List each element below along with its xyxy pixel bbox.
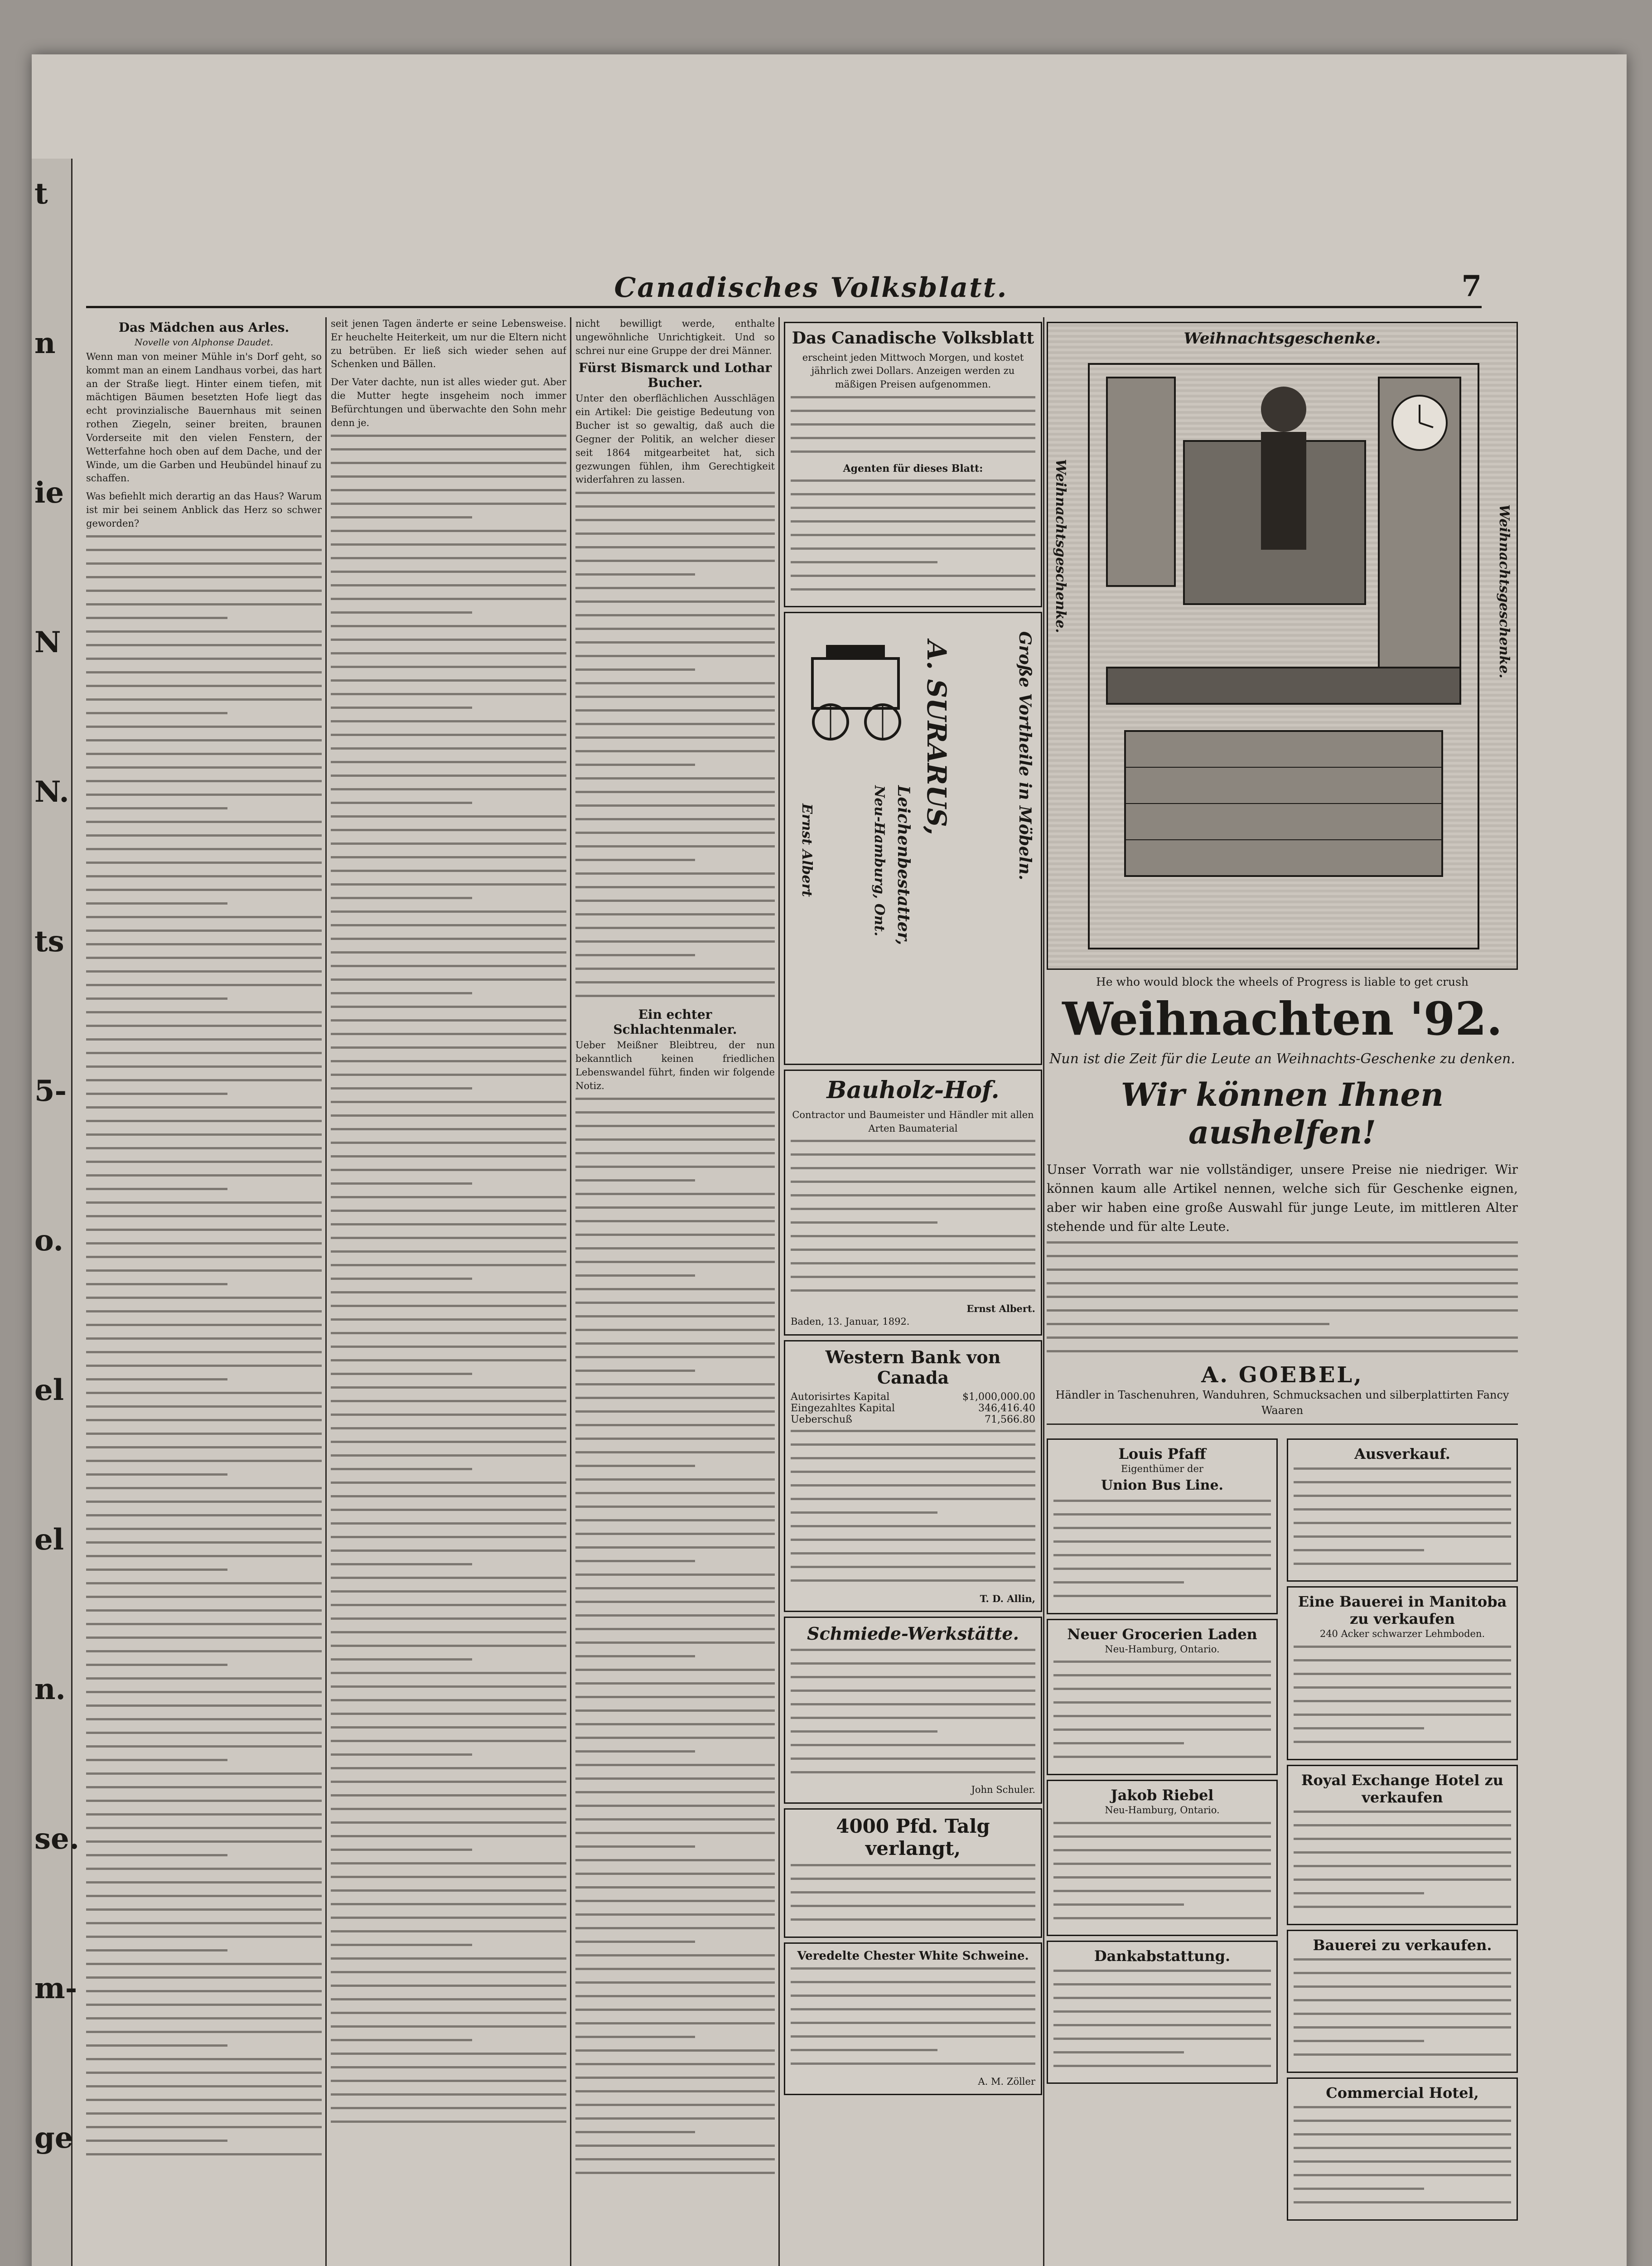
illustration-side-text: Weihnachtsgeschenke. bbox=[1496, 504, 1512, 678]
adjacent-page-fragment: ie bbox=[34, 476, 64, 510]
text-lines bbox=[791, 395, 1035, 454]
adjacent-page-fragment: ge bbox=[34, 2121, 73, 2155]
adjacent-page-fragment: t bbox=[34, 177, 48, 211]
classified-ad bbox=[1287, 1438, 1518, 1582]
illustration-caption: He who would block the wheels of Progress is liable to get crush bbox=[1096, 975, 1469, 988]
classified-ad-title: Ausverkauf. bbox=[1354, 1445, 1450, 1463]
column-5 bbox=[1047, 317, 1518, 2266]
text-lines bbox=[575, 490, 775, 998]
ad-role: Leichenbestatter, bbox=[894, 785, 913, 945]
ad-signature: T. D. Allin, bbox=[980, 1593, 1035, 1604]
text-lines bbox=[1294, 2105, 1511, 2205]
ad-text: erscheint jeden Mittwoch Morgen, und kostet jährlich zwei Dollars. Anzeigen werden zu mäßigen Preisen aufgenommen. bbox=[802, 352, 1024, 390]
adjacent-page-fragment: m- bbox=[34, 1971, 77, 2005]
text-lines bbox=[791, 1966, 1035, 2066]
bank-figure-label: Eingezahltes Kapital bbox=[791, 1402, 895, 1414]
classified-ad bbox=[1287, 1930, 1518, 2073]
bank-figure-row bbox=[791, 1414, 1035, 1425]
column-4-ads bbox=[784, 317, 1042, 2266]
article-title: Ein echter Schlachtenmaler. bbox=[613, 1007, 737, 1037]
article-paragraph: Wenn man von meiner Mühle in's Dorf geht, so kommt man an einem Landhaus vorbei, das hart an der Straße liegt. Hinter einem tiefen, mit mächtigen Bäumen besetzten Hofe liegt das echt provinzialische Bauernhaus mit seinen rothen Ziegeln, seiner breiten, braunen Vorderseite mit den vielen Fenstern, der Wetterfahne hoch oben auf dem Dache, und der Winde, um die Garben und Heubündel hinauf zu schaffen. bbox=[86, 351, 322, 484]
bank-figures bbox=[791, 1391, 1035, 1425]
page-title: Canadisches Volksblatt. bbox=[614, 272, 1008, 304]
ad-chester-schweine bbox=[784, 1942, 1042, 2095]
merchant-description: Händler in Taschenuhren, Wanduhren, Schmucksachen und silberplattirten Fancy Waaren bbox=[1055, 1389, 1509, 1417]
ad-bauholz-hof bbox=[784, 1070, 1042, 1336]
ad-surarus bbox=[784, 612, 1042, 1065]
article-title: Fürst Bismarck und Lothar Bucher. bbox=[578, 360, 772, 391]
bank-figure-value: $1,000,000.00 bbox=[962, 1391, 1035, 1403]
adjacent-page-fragment: el bbox=[34, 1523, 64, 1557]
adjacent-page-strip bbox=[32, 159, 80, 2266]
column-rule bbox=[325, 317, 327, 2266]
bank-figure-row bbox=[791, 1403, 1035, 1414]
text-lines bbox=[791, 478, 1035, 591]
article-paragraph: nicht bewilligt werde, enthalte ungewöhnliche Unrichtigkeit. Und so schrei nur eine Gruppe der drei Männer. bbox=[575, 318, 775, 356]
text-lines bbox=[1053, 1660, 1271, 1759]
ad-title: Schmiede-Werkstätte. bbox=[807, 1623, 1019, 1644]
classified-ad bbox=[1047, 1438, 1278, 1614]
text-lines bbox=[1294, 1957, 1511, 2057]
column-rule bbox=[1043, 317, 1044, 2266]
ad-subtitle: Agenten für dieses Blatt: bbox=[843, 463, 983, 475]
adjacent-page-fragment: n bbox=[34, 326, 56, 360]
bank-figure-label: Ueberschuß bbox=[791, 1414, 852, 1425]
classified-ad bbox=[1287, 1586, 1518, 1760]
classified-ad-title: Royal Exchange Hotel zu verkaufen bbox=[1301, 1771, 1504, 1806]
adjacent-page-fragment: N. bbox=[34, 775, 69, 809]
adjacent-page-fragment: ts bbox=[34, 925, 64, 959]
classified-ad-title: Jakob Riebel bbox=[1111, 1786, 1214, 1804]
article-title: Das Mädchen aus Arles. bbox=[118, 320, 290, 335]
newspaper-sheet bbox=[32, 54, 1627, 2266]
hearse-icon bbox=[799, 631, 917, 749]
ad-title: 4000 Pfd. Talg verlangt, bbox=[836, 1815, 990, 1859]
column-rule bbox=[778, 317, 780, 2266]
ad-title: Western Bank von Canada bbox=[825, 1346, 1001, 1388]
ad-signature: A. M. Zöller bbox=[978, 2076, 1035, 2087]
ad-address: Neu-Hamburg, Ont. bbox=[871, 785, 887, 937]
column-3 bbox=[575, 317, 775, 2266]
adjacent-page-fragment: N bbox=[34, 625, 61, 659]
text-lines bbox=[331, 434, 566, 2124]
ad-signature: John Schuler. bbox=[971, 1784, 1035, 1796]
article-paragraph: seit jenen Tagen änderte er seine Lebensweise. Er heuchelte Heiterkeit, um nur die Eltern nicht zu betrüben. Er ließ sich wieder sehen auf Schenken und Bällen. bbox=[331, 318, 566, 370]
ad-name: A. SURARUS, bbox=[921, 640, 952, 836]
classified-ad-title: Eine Bauerei in Manitoba zu verkaufen bbox=[1298, 1593, 1507, 1628]
illustration-title: Weihnachtsgeschenke. bbox=[1183, 329, 1381, 348]
classified-ad-title: Bauerei zu verkaufen. bbox=[1313, 1936, 1492, 1954]
christmas-illustration bbox=[1047, 322, 1518, 970]
ad-talg bbox=[784, 1808, 1042, 1938]
classified-ad-title: Louis Pfaff bbox=[1118, 1445, 1206, 1463]
text-lines bbox=[791, 1647, 1035, 1774]
adjacent-page-fragment: o. bbox=[34, 1224, 63, 1258]
ad-body: Unser Vorrath war nie vollständiger, unsere Preise nie niedriger. Wir können kaum alle Artikel nennen, welche sich für Geschenke eignen, aber wir haben eine große Auswahl für junge Leute, im mittleren Alter stehende und für alte Leute. bbox=[1047, 1162, 1518, 1234]
classified-ad bbox=[1047, 1941, 1278, 2084]
adjacent-page-fragment: se. bbox=[34, 1822, 80, 1856]
masthead bbox=[86, 269, 1482, 308]
ad-headline: Weihnachten '92. bbox=[1062, 992, 1502, 1046]
text-lines bbox=[791, 1863, 1035, 1922]
article-paragraph: Was befiehlt mich derartig an das Haus? Warum ist mir bei seinem Anblick das Herz so schwer geworden? bbox=[86, 491, 322, 529]
text-lines bbox=[1294, 1466, 1511, 1566]
text-lines bbox=[1294, 1645, 1511, 1744]
ad-subheadline: Nun ist die Zeit für die Leute an Weihnachts-Geschenke zu denken. bbox=[1049, 1051, 1515, 1067]
shop-scene-image bbox=[1048, 323, 1517, 968]
ad-signature: Ernst Albert bbox=[799, 804, 815, 897]
ad-headline-secondary: Wir können Ihnen aushelfen! bbox=[1121, 1076, 1444, 1151]
column-rule bbox=[570, 317, 571, 2266]
article-paragraph: Ueber Meißner Bleibtreu, der nun bekanntlich keinen friedlichen Lebenswandel führt, finden wir folgende Notiz. bbox=[575, 1040, 775, 1091]
bank-figure-value: 346,416.40 bbox=[978, 1402, 1035, 1414]
adjacent-page-fragment: el bbox=[34, 1373, 64, 1407]
classified-ad-title: Neuer Grocerien Laden bbox=[1067, 1625, 1257, 1643]
ad-date: Baden, 13. Januar, 1892. bbox=[791, 1316, 910, 1327]
text-lines bbox=[1053, 1821, 1271, 1920]
article-paragraph: Der Vater dachte, nun ist alles wieder gut. Aber die Mutter hegte insgeheim noch immer Befürchtungen und überwachte den Sohn mehr denn je. bbox=[331, 377, 566, 428]
classified-ad bbox=[1287, 1765, 1518, 1925]
text-lines bbox=[575, 1096, 775, 2175]
ad-vertical-heading: Große Vortheile in Möbeln. bbox=[1015, 631, 1034, 881]
text-lines bbox=[1047, 1240, 1518, 1353]
classified-ad-sub: 240 Acker schwarzer Lehmboden. bbox=[1319, 1628, 1485, 1640]
text-lines bbox=[791, 1429, 1035, 1583]
classified-ad bbox=[1047, 1619, 1278, 1775]
classifieds-right bbox=[1287, 1434, 1518, 2225]
ad-schmiede bbox=[784, 1617, 1042, 1803]
bank-figure-row bbox=[791, 1391, 1035, 1403]
classified-ad bbox=[1287, 2077, 1518, 2221]
illustration-side-text: Weihnachtsgeschenke. bbox=[1053, 459, 1068, 633]
ad-text: Contractor und Baumeister und Händler mit allen Arten Baumaterial bbox=[792, 1109, 1034, 1134]
ad-title: Das Canadische Volksblatt bbox=[792, 329, 1034, 348]
ad-title: Bauholz-Hof. bbox=[826, 1076, 1000, 1104]
adjacent-page-fragment: n. bbox=[34, 1672, 66, 1706]
column-1 bbox=[86, 317, 322, 2266]
classified-ad bbox=[1047, 1780, 1278, 1936]
article-paragraph: Unter den oberflächlichen Ausschlägen ein Artikel: Die geistige Bedeutung von Bucher ist so gewaltig, daß auch die Gegner der Politik, an welcher dieser seit 1864 mitgearbeitet hat, sich gezwungen fühlen, ihm Gerechtigkeit widerfahren zu lassen. bbox=[575, 393, 775, 485]
text-lines bbox=[86, 534, 322, 2157]
classified-ad-title: Dankabstattung. bbox=[1094, 1947, 1231, 1965]
ad-signature: Ernst Albert. bbox=[966, 1302, 1035, 1314]
classified-ad-sub: Neu-Hamburg, Ontario. bbox=[1105, 1643, 1220, 1655]
adjacent-page-fragment: 5- bbox=[34, 1074, 67, 1108]
column-2 bbox=[331, 317, 566, 2266]
classified-ad-title: Commercial Hotel, bbox=[1326, 2084, 1479, 2101]
ad-western-bank bbox=[784, 1340, 1042, 1612]
classified-ad-name: Union Bus Line. bbox=[1101, 1477, 1223, 1493]
classified-ad-sub: Eigenthümer der bbox=[1121, 1463, 1203, 1475]
classifieds bbox=[1047, 1434, 1518, 2225]
classifieds-left bbox=[1047, 1434, 1278, 2225]
bank-figure-label: Autorisirtes Kapital bbox=[791, 1391, 890, 1403]
ad-title: Veredelte Chester White Schweine. bbox=[797, 1949, 1029, 1963]
classified-ad-sub: Neu-Hamburg, Ontario. bbox=[1105, 1804, 1220, 1816]
text-lines bbox=[1294, 1810, 1511, 1909]
divider bbox=[1047, 1424, 1518, 1425]
text-lines bbox=[1053, 1968, 1271, 2068]
text-lines bbox=[791, 1139, 1035, 1293]
ad-canadisches-volksblatt bbox=[784, 322, 1042, 607]
merchant-name: A. GOEBEL, bbox=[1201, 1362, 1363, 1388]
page-number: 7 bbox=[1461, 269, 1482, 303]
text-lines bbox=[1053, 1499, 1271, 1598]
article-byline: Novelle von Alphonse Daudet. bbox=[134, 337, 273, 348]
bank-figure-value: 71,566.80 bbox=[985, 1414, 1035, 1425]
